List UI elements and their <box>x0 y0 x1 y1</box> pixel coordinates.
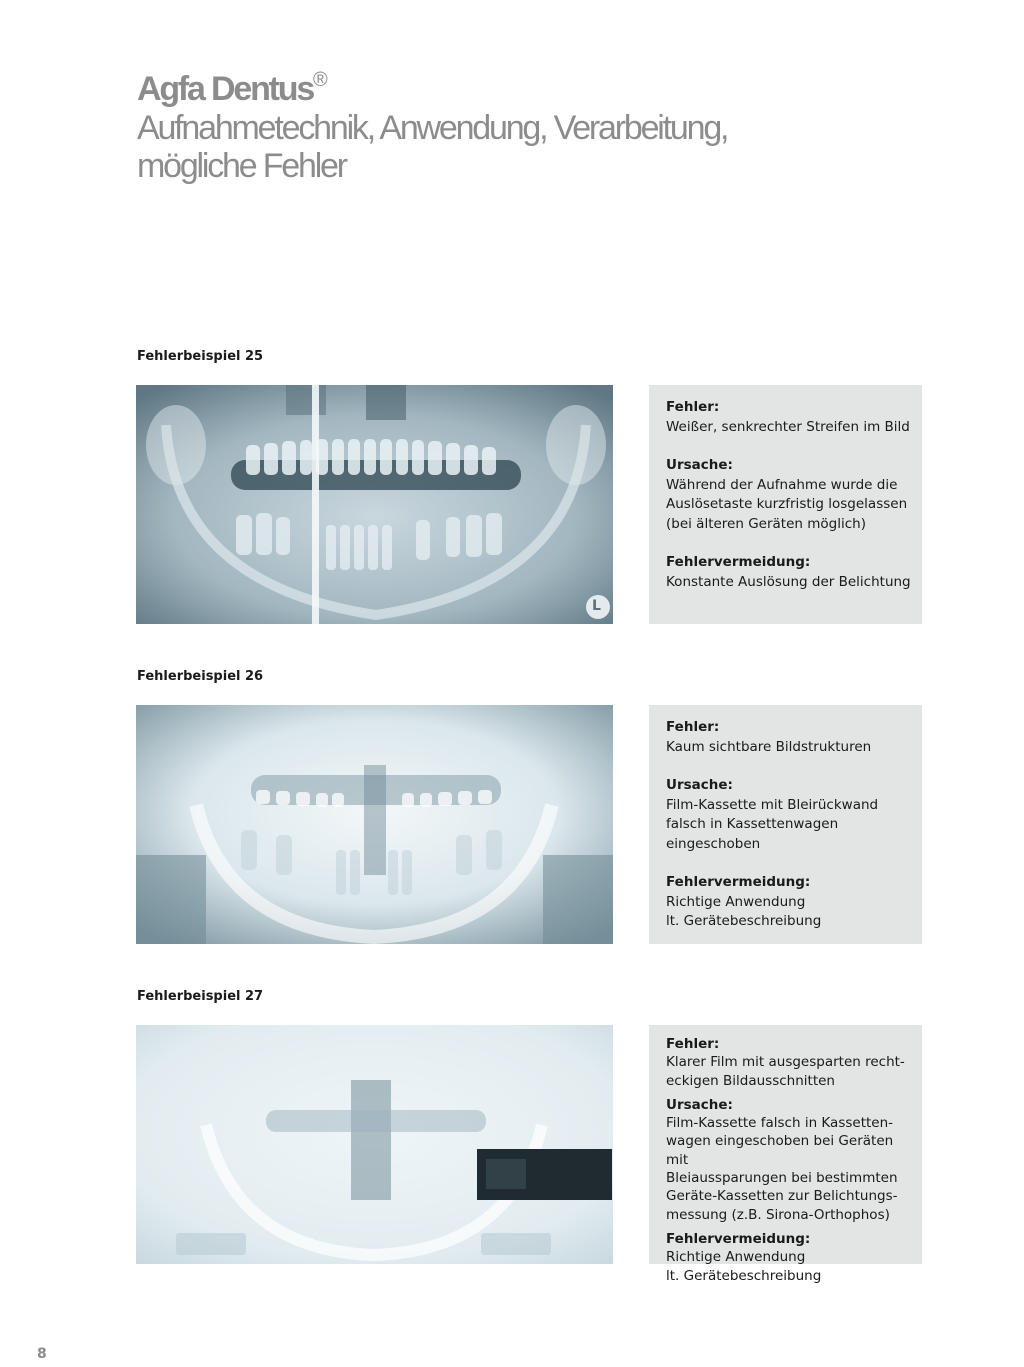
fehlervermeidung-heading: Fehlervermeidung: <box>666 1230 811 1247</box>
page-header <box>137 60 917 185</box>
ursache-text: Film-Kassette falsch in Kassetten- wagen eingeschoben bei Geräten mit Bleiaussparungen bei bestimmten Geräte-Kassetten zur Belichtungs- messung (z.B. Sirona-Orthophos) <box>666 1115 898 1223</box>
side-marker-label: L <box>592 598 601 614</box>
subtitle-line-2: mögliche Fehler <box>137 147 346 185</box>
fehlervermeidung-text: Richtige Anwendung lt. Gerätebeschreibung <box>666 893 822 929</box>
ursache-text: Während der Aufnahme wurde die Auslösetaste kurzfristig losgelassen (bei älteren Geräten möglich) <box>666 476 908 532</box>
fehler-text: Klarer Film mit ausgesparten recht- eckigen Bildausschnitten <box>666 1054 905 1089</box>
registered-mark: ® <box>313 69 328 91</box>
example-26-label: Fehlerbeispiel 26 <box>137 669 264 684</box>
fehler-text: Kaum sichtbare Bildstrukturen <box>666 738 872 755</box>
ursache-heading: Ursache: <box>666 777 733 793</box>
example-26-xray-image <box>136 705 613 944</box>
ursache-heading: Ursache: <box>666 1096 733 1113</box>
brand-name: Agfa Dentus <box>137 70 314 108</box>
fehlervermeidung-text: Richtige Anwendung lt. Gerätebeschreibung <box>666 1249 822 1284</box>
fehler-heading: Fehler: <box>666 719 720 735</box>
ursache-text: Film-Kassette mit Bleirückwand falsch in Kassettenwagen eingeschoben <box>666 796 879 852</box>
subtitle-line-1: Aufnahmetechnik, Anwendung, Verarbeitung, <box>137 109 728 147</box>
fehlervermeidung-heading: Fehlervermeidung: <box>666 554 811 570</box>
ursache-heading: Ursache: <box>666 457 733 473</box>
example-27-label: Fehlerbeispiel 27 <box>137 989 264 1004</box>
fehler-heading: Fehler: <box>666 1036 720 1052</box>
example-25-xray-image <box>136 385 613 624</box>
fehler-heading: Fehler: <box>666 399 720 415</box>
fehlervermeidung-text: Konstante Auslösung der Belichtung <box>666 573 911 590</box>
example-26-info-box <box>649 705 922 944</box>
example-27-info-box <box>649 1025 922 1284</box>
example-27-xray-image <box>136 1025 613 1264</box>
page-number: 8 <box>37 1346 47 1362</box>
fehler-text: Weißer, senkrechter Streifen im Bild <box>666 418 910 435</box>
example-25-info-box <box>649 385 922 624</box>
fehlervermeidung-heading: Fehlervermeidung: <box>666 874 811 890</box>
example-25-label: Fehlerbeispiel 25 <box>137 349 264 364</box>
brand-title <box>137 60 917 109</box>
